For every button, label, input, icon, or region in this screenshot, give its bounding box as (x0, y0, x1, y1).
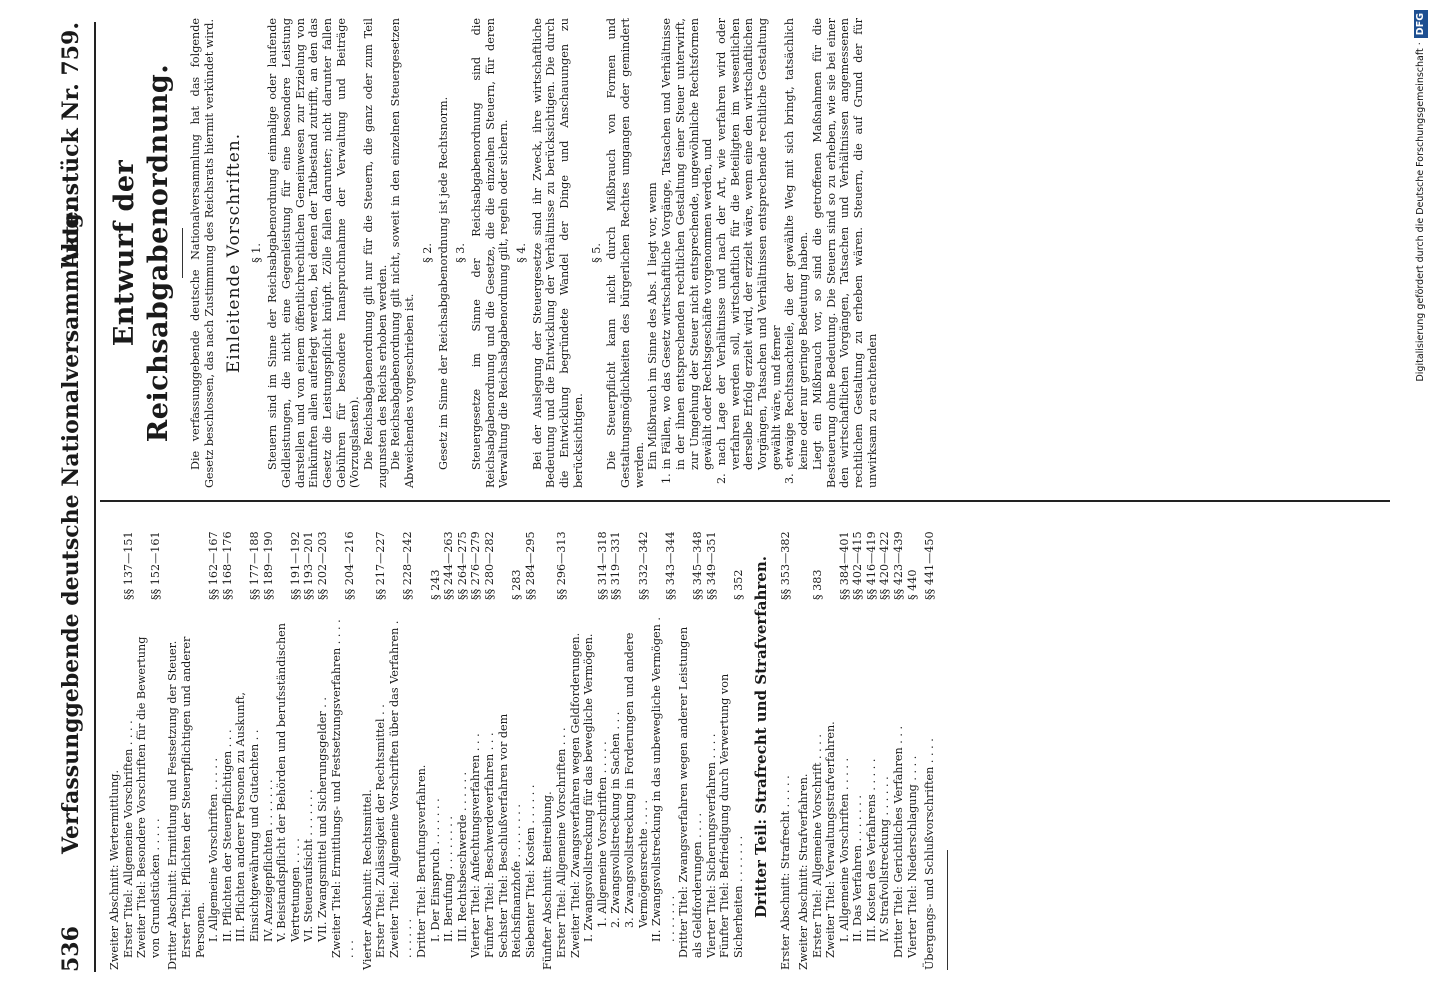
toc-entry (923, 504, 937, 970)
toc-entry-label: Zweiter Titel: Verwaltungsstrafverfahren. (824, 721, 838, 958)
toc-entry-label: Fünfter Abschnitt: Beitreibung. (541, 791, 555, 970)
toc-entry (906, 504, 920, 970)
toc-entry-sections: §§ 228—242 (401, 531, 415, 600)
section-heading: Einleitende Vorschriften. (224, 132, 245, 374)
toc-entry-label: Vierter Titel: Niederschlagung . . . . (905, 755, 919, 958)
toc-entry-sections: §§ 349—351 (704, 531, 718, 600)
toc-entry (429, 504, 443, 970)
paragraph-text: Steuergesetze im Sinne der Reichsabgabenordnung sind die Reichsabgabenordnung und die Gesetze, die die einzelnen Steuern, für deren Verwaltung die Reichsabgabenordnung gilt, regeln oder sichern. (469, 18, 511, 488)
toc-entry-label: Erster Titel: Zulässigkeit der Rechtsmittel . . (374, 704, 388, 958)
list-item: 1. in Fällen, wo das Gesetz wirtschaftliche Vorgänge, Tatsachen und Verhältnisse in der ihnen entsprechenden rechtlichen Gestaltung einer Steuer unterwirft, zur Umgehung der Steuer nicht entsprechende, ungewöhnliche Rechtsformen gewählt oder Rechtsgeschäfte vorgenommen werden, und (660, 18, 715, 484)
list-item: 2. nach Lage der Verhältnisse und nach der Art, wie verfahren wird oder verfahren werden soll, wirtschaftlich für die Beteiligten im wesentlichen derselbe Erfolg erzielt wird, der erzielt wäre, wenn eine den wirtschaftlichen Vorgängen, Tatsachen und Verhältnissen entsprechende rechtliche Gestaltung gewählt wäre, und ferner (714, 18, 783, 484)
toc-entry (316, 504, 330, 970)
credit-text: Digitalisierung gefördert durch die Deutsche Forschungsgemeinschaft · (1415, 42, 1426, 382)
toc-entry-sections: §§ 152—161 (148, 531, 162, 600)
toc-entry-sections: §§ 343—344 (663, 531, 677, 600)
toc-entry (582, 504, 596, 970)
toc-entry-label: III. Pflichten anderer Personen zu Auskunft, Einsichtgewährung und Gutachten . . (234, 692, 261, 942)
toc-entry (677, 504, 704, 970)
toc-entry-label: Dritter Titel: Gerichtliches Verfahren . . . (892, 725, 906, 958)
toc-entry-label: Zweiter Abschnitt: Strafverfahren. (796, 773, 810, 970)
toc-entry (122, 504, 136, 970)
toc-entry (524, 504, 538, 970)
paragraph-number: § 4. (515, 243, 529, 263)
toc-entry (374, 504, 388, 970)
toc-entry (442, 504, 456, 970)
toc-entry (892, 504, 906, 970)
toc-entry (838, 504, 852, 970)
toc-entry (541, 504, 555, 970)
toc-entry (456, 504, 470, 970)
toc-entry (824, 504, 838, 970)
paragraph-text: Liegt ein Mißbrauch vor, so sind die getroffenen Maßnahmen für die Besteuerung ohne Bedeutung. Die Steuern sind so zu erheben, wie sie bei einer den wirtschaftlichen Vorgängen, Tatsachen und Verhältnissen angemessenen rechtlichen Gestaltung zu erheben wären. Steuern, die auf Grund der für unwirksam zu erachtenden (810, 18, 879, 488)
toc-entry-sections: §§ 420—422 (878, 531, 892, 600)
toc-entry (302, 504, 316, 970)
toc-entry-label: Vierter Abschnitt: Rechtsmittel. (360, 789, 374, 970)
toc-part-heading: Dritter Teil: Strafrecht und Strafverfahren. (752, 556, 771, 918)
toc-entry (718, 504, 745, 970)
toc-entry-sections: §§ 276—279 (469, 531, 483, 600)
toc-entry-label: II. Das Verfahren . . . . . . . (851, 795, 865, 942)
toc-entry-label: VII. Zwangsmittel und Sicherungsgelder . . (315, 697, 329, 942)
toc-entry-sections: § 383 (810, 569, 824, 600)
toc-entry-label: Dritter Titel: Berufungsverfahren. (415, 764, 429, 958)
page-header (58, 22, 92, 972)
toc-entry-label: Erster Titel: Pflichten der Steuerpflichtigen und anderer Personen. (179, 636, 207, 958)
toc-entry (207, 504, 221, 970)
toc-entry-sections: § 352 (731, 569, 745, 600)
toc-entry (135, 504, 162, 970)
toc-entry-sections: §§ 314—318 (595, 531, 609, 600)
toc-entry-sections: §§ 353—382 (779, 531, 793, 600)
toc-entry-label: II. Pflichten der Steuerpflichtigen . . . (220, 729, 234, 942)
paragraph-text: Die Steuerpflicht kann nicht durch Mißbrauch von Formen und Gestaltungsmöglichkeiten des bürgerlichen Rechtes umgangen oder gemindert werden. (605, 18, 646, 488)
toc-entry (234, 504, 261, 970)
toc-entry (108, 504, 122, 970)
toc-entry (705, 504, 719, 970)
toc-entry-label: Zweiter Titel: Besondere Vorschriften für die Bewertung von Grundstücken . . . . . (135, 636, 162, 958)
paragraph-text: Ein Mißbrauch im Sinne des Abs. 1 liegt vor, wenn (646, 182, 660, 470)
toc-entry (797, 504, 811, 970)
toc-entry-label: 1. Allgemeine Vorschriften . . . . . (595, 741, 609, 928)
toc-entry-label: Zweiter Titel: Allgemeine Vorschriften über das Verfahren . . . . . . . (387, 620, 415, 958)
toc-entry-sections: §§ 280—282 (483, 531, 497, 600)
page-number: 536 (58, 926, 84, 972)
toc-entry (650, 504, 677, 970)
toc-entry-label: Erster Titel: Allgemeine Vorschriften . . . . (121, 720, 135, 958)
toc-entry (180, 504, 207, 970)
title-rule (182, 228, 183, 278)
toc-entry-label: Zweiter Titel: Ermittlungs- und Festsetzungsverfahren . . . . . . . (329, 619, 357, 958)
toc-entry-sections: §§ 137—151 (121, 531, 135, 600)
toc-entry-sections: §§ 402—415 (851, 531, 865, 600)
toc-entry-label: Fünfter Titel: Beschwerdeverfahren . . . (483, 732, 497, 958)
toc-entry (275, 504, 302, 970)
toc-entry-sections: §§ 193—201 (302, 531, 316, 600)
table-of-contents (108, 504, 948, 970)
toc-entry-label: Zweiter Titel: Zwangsverfahren wegen Geldforderungen. (568, 632, 582, 958)
toc-entry (851, 504, 865, 970)
paragraph-number: § 2. (420, 243, 434, 263)
toc-entry-sections: §§ 264—275 (455, 531, 469, 600)
toc-entry-label: Fünfter Titel: Befriedigung durch Verwertung von Sicherheiten . . . . . . . (718, 673, 745, 958)
toc-entry-sections: §§ 177—188 (247, 531, 261, 600)
toc-entry-sections: §§ 284—295 (523, 531, 537, 600)
toc-entry-label: Vierter Titel: Sicherungsverfahren . . . . (704, 733, 718, 958)
toc-entry-sections: § 243 (428, 569, 442, 600)
toc-entry (388, 504, 415, 970)
toc-entry-label: Vierter Titel: Anfechtungsverfahren . . . (469, 733, 483, 958)
toc-entry-label: I. Zwangsvollstreckung für das bewegliche Vermögen. (582, 633, 596, 942)
toc-entry-label: III. Rechtsbeschwerde . . . . . . (455, 771, 469, 942)
list-item: 3. etwaige Rechtsnachteile, die der gewählte Weg mit sich bringt, tatsächlich keine oder nur geringe Bedeutung haben. (783, 18, 811, 484)
toc-entry-label: IV. Strafvollstreckung . . . . . . (878, 776, 892, 942)
toc-entry-label: V. Beistandspflicht der Behörden und berufsständischen Vertretungen . . . . (275, 623, 302, 942)
toc-end-rule (947, 850, 948, 970)
toc-entry-sections: §§ 441—450 (923, 531, 937, 600)
toc-entry-sections: §§ 319—331 (609, 531, 623, 600)
toc-entry (609, 504, 623, 970)
toc-entry-sections: §§ 168—176 (220, 531, 234, 600)
header-rule (94, 22, 96, 972)
toc-entry-sections: §§ 191—192 (288, 531, 302, 600)
toc-entry-sections: §§ 202—203 (315, 531, 329, 600)
toc-entry-sections: §§ 332—342 (636, 531, 650, 600)
toc-entry (166, 504, 180, 970)
toc-entry-label: Erster Titel: Allgemeine Vorschrift . . . . (810, 734, 824, 958)
toc-entry-label: Erster Abschnitt: Strafrecht . . . . . (779, 775, 793, 970)
toc-entry-sections: §§ 423—439 (892, 531, 906, 600)
header-title: Verfassunggebende deutsche Nationalversammlung. (58, 205, 84, 854)
toc-entry-label: II. Berufung . . . . . . . . (442, 816, 456, 942)
toc-entry-sections: §§ 217—227 (374, 531, 388, 600)
toc-entry (865, 504, 879, 970)
toc-entry-sections: §§ 244—263 (442, 531, 456, 600)
toc-entry-sections: §§ 162—167 (207, 531, 221, 600)
toc-entry (497, 504, 524, 970)
toc-entry-sections: §§ 189—190 (261, 531, 275, 600)
paragraph-text: Steuern sind im Sinne der Reichsabgabenordnung einmalige oder laufende Geldleistungen, die nicht eine Gegenleistung für eine besondere Leistung darstellen und von einem öffentlichrechtlichen Gemeinwesen zur Erzielung von Einkünften allen auferlegt werden, bei denen der Tatbestand zutrifft, an den das Gesetz die Leistungspflicht knüpft. Zölle fallen darunter; nicht darunter fallen Gebühren für besondere Inanspruchnahme der Verwaltung und Beiträge (Vorzugslasten). (266, 18, 362, 488)
toc-entry-sections: §§ 345—348 (690, 531, 704, 600)
document-number: Aktenstück Nr. 759. (58, 22, 84, 268)
toc-entry (361, 504, 375, 970)
toc-entry-label: VI. Steueraufsicht . . . . . . . (302, 789, 316, 942)
dfg-logo: DFG (1414, 10, 1428, 38)
digitization-credit (1410, 10, 1432, 990)
toc-entry-label: Dritter Titel: Zwangsverfahren wegen anderer Leistungen als Geldforderungen . . . . (677, 626, 704, 958)
toc-entry (262, 504, 276, 970)
toc-entry-label: Sechster Titel: Beschlußverfahren vor dem Reichsfinanzhofe . . . . . . . . (496, 713, 524, 958)
toc-entry-label: I. Allgemeine Vorschriften . . . . . (837, 757, 851, 942)
toc-entry-label: II. Zwangsvollstreckung in das unbewegliche Vermögen . . . . . . . . (650, 617, 677, 942)
toc-entry (811, 504, 825, 970)
toc-entry (221, 504, 235, 970)
toc-entry-label: 2. Zwangsvollstreckung in Sachen . . . (609, 711, 623, 928)
column-divider (100, 501, 1390, 503)
toc-entry (878, 504, 892, 970)
paragraph-text: Bei der Auslegung der Steuergesetze sind ihr Zweck, ihre wirtschaftliche Bedeutung und die Entwicklung der Verhältnisse zu berücksichtigen. Die durch die Entwicklung begründete Wandel der Dinge und Anschauungen zu berücksichtigen. (530, 18, 585, 488)
paragraph-number: § 1. (250, 243, 264, 263)
toc-entry-sections: §§ 416—419 (864, 531, 878, 600)
toc-entry-label: Dritter Abschnitt: Ermittlung und Festsetzung der Steuer. (166, 640, 180, 970)
toc-entry-label: I. Allgemeine Vorschriften . . . . . (207, 757, 221, 942)
right-column (108, 18, 879, 488)
toc-entry-sections: §§ 384—401 (837, 531, 851, 600)
toc-entry-label: Erster Titel: Allgemeine Vorschriften . . . (555, 727, 568, 958)
paragraph-text: Die Reichsabgabenordnung gilt nur für die Steuern, die ganz oder zum Teil zugunsten des Reichs erhoben werden. (362, 18, 389, 488)
toc-entry-sections: §§ 204—216 (343, 531, 357, 600)
toc-entry-label: III. Kosten des Verfahrens . . . . . (864, 758, 878, 942)
intro-paragraph: Die verfassunggebende deutsche Nationalversammlung hat das folgende Gesetz beschlossen, das nach Zustimmung des Reichsrats hiermit verkündet wird. (189, 18, 216, 488)
toc-entry (569, 504, 583, 970)
toc-entry (415, 504, 429, 970)
toc-entry-label: Übergangs- und Schlußvorschriften . . . . (923, 738, 937, 970)
toc-entry (555, 504, 569, 970)
document-title: Entwurf der Reichsabgabenordnung. (109, 63, 174, 443)
toc-entry (330, 504, 357, 970)
paragraph-text: Die Reichsabgabenordnung gilt nicht, soweit in den einzelnen Steuergesetzen Abweichendes vorgeschrieben ist. (389, 18, 417, 488)
toc-entry (779, 504, 793, 970)
paragraph-number: § 3. (454, 243, 468, 263)
toc-entry-label: Zweiter Abschnitt: Wertermittlung. (108, 769, 121, 970)
paragraph-number: § 5. (589, 243, 603, 263)
toc-entry-sections: § 440 (905, 569, 919, 600)
toc-entry (483, 504, 497, 970)
toc-entry-sections: §§ 296—313 (555, 531, 568, 600)
toc-entry-label: Siebenter Titel: Kosten . . . . . . (523, 784, 537, 958)
paragraph-text: Gesetz im Sinne der Reichsabgabenordnung ist jede Rechtsnorm. (436, 96, 450, 470)
toc-entry (596, 504, 610, 970)
toc-entry-label: IV. Anzeigepflichten . . . . . . . (261, 779, 275, 942)
toc-entry-label: 3. Zwangsvollstreckung in Forderungen und andere Vermögensrechte . . . . (622, 632, 650, 928)
toc-entry (469, 504, 483, 970)
toc-entry (623, 504, 650, 970)
toc-entry-sections: § 283 (510, 569, 524, 600)
toc-entry-label: I. Der Einspruch . . . . . . . (428, 798, 442, 942)
